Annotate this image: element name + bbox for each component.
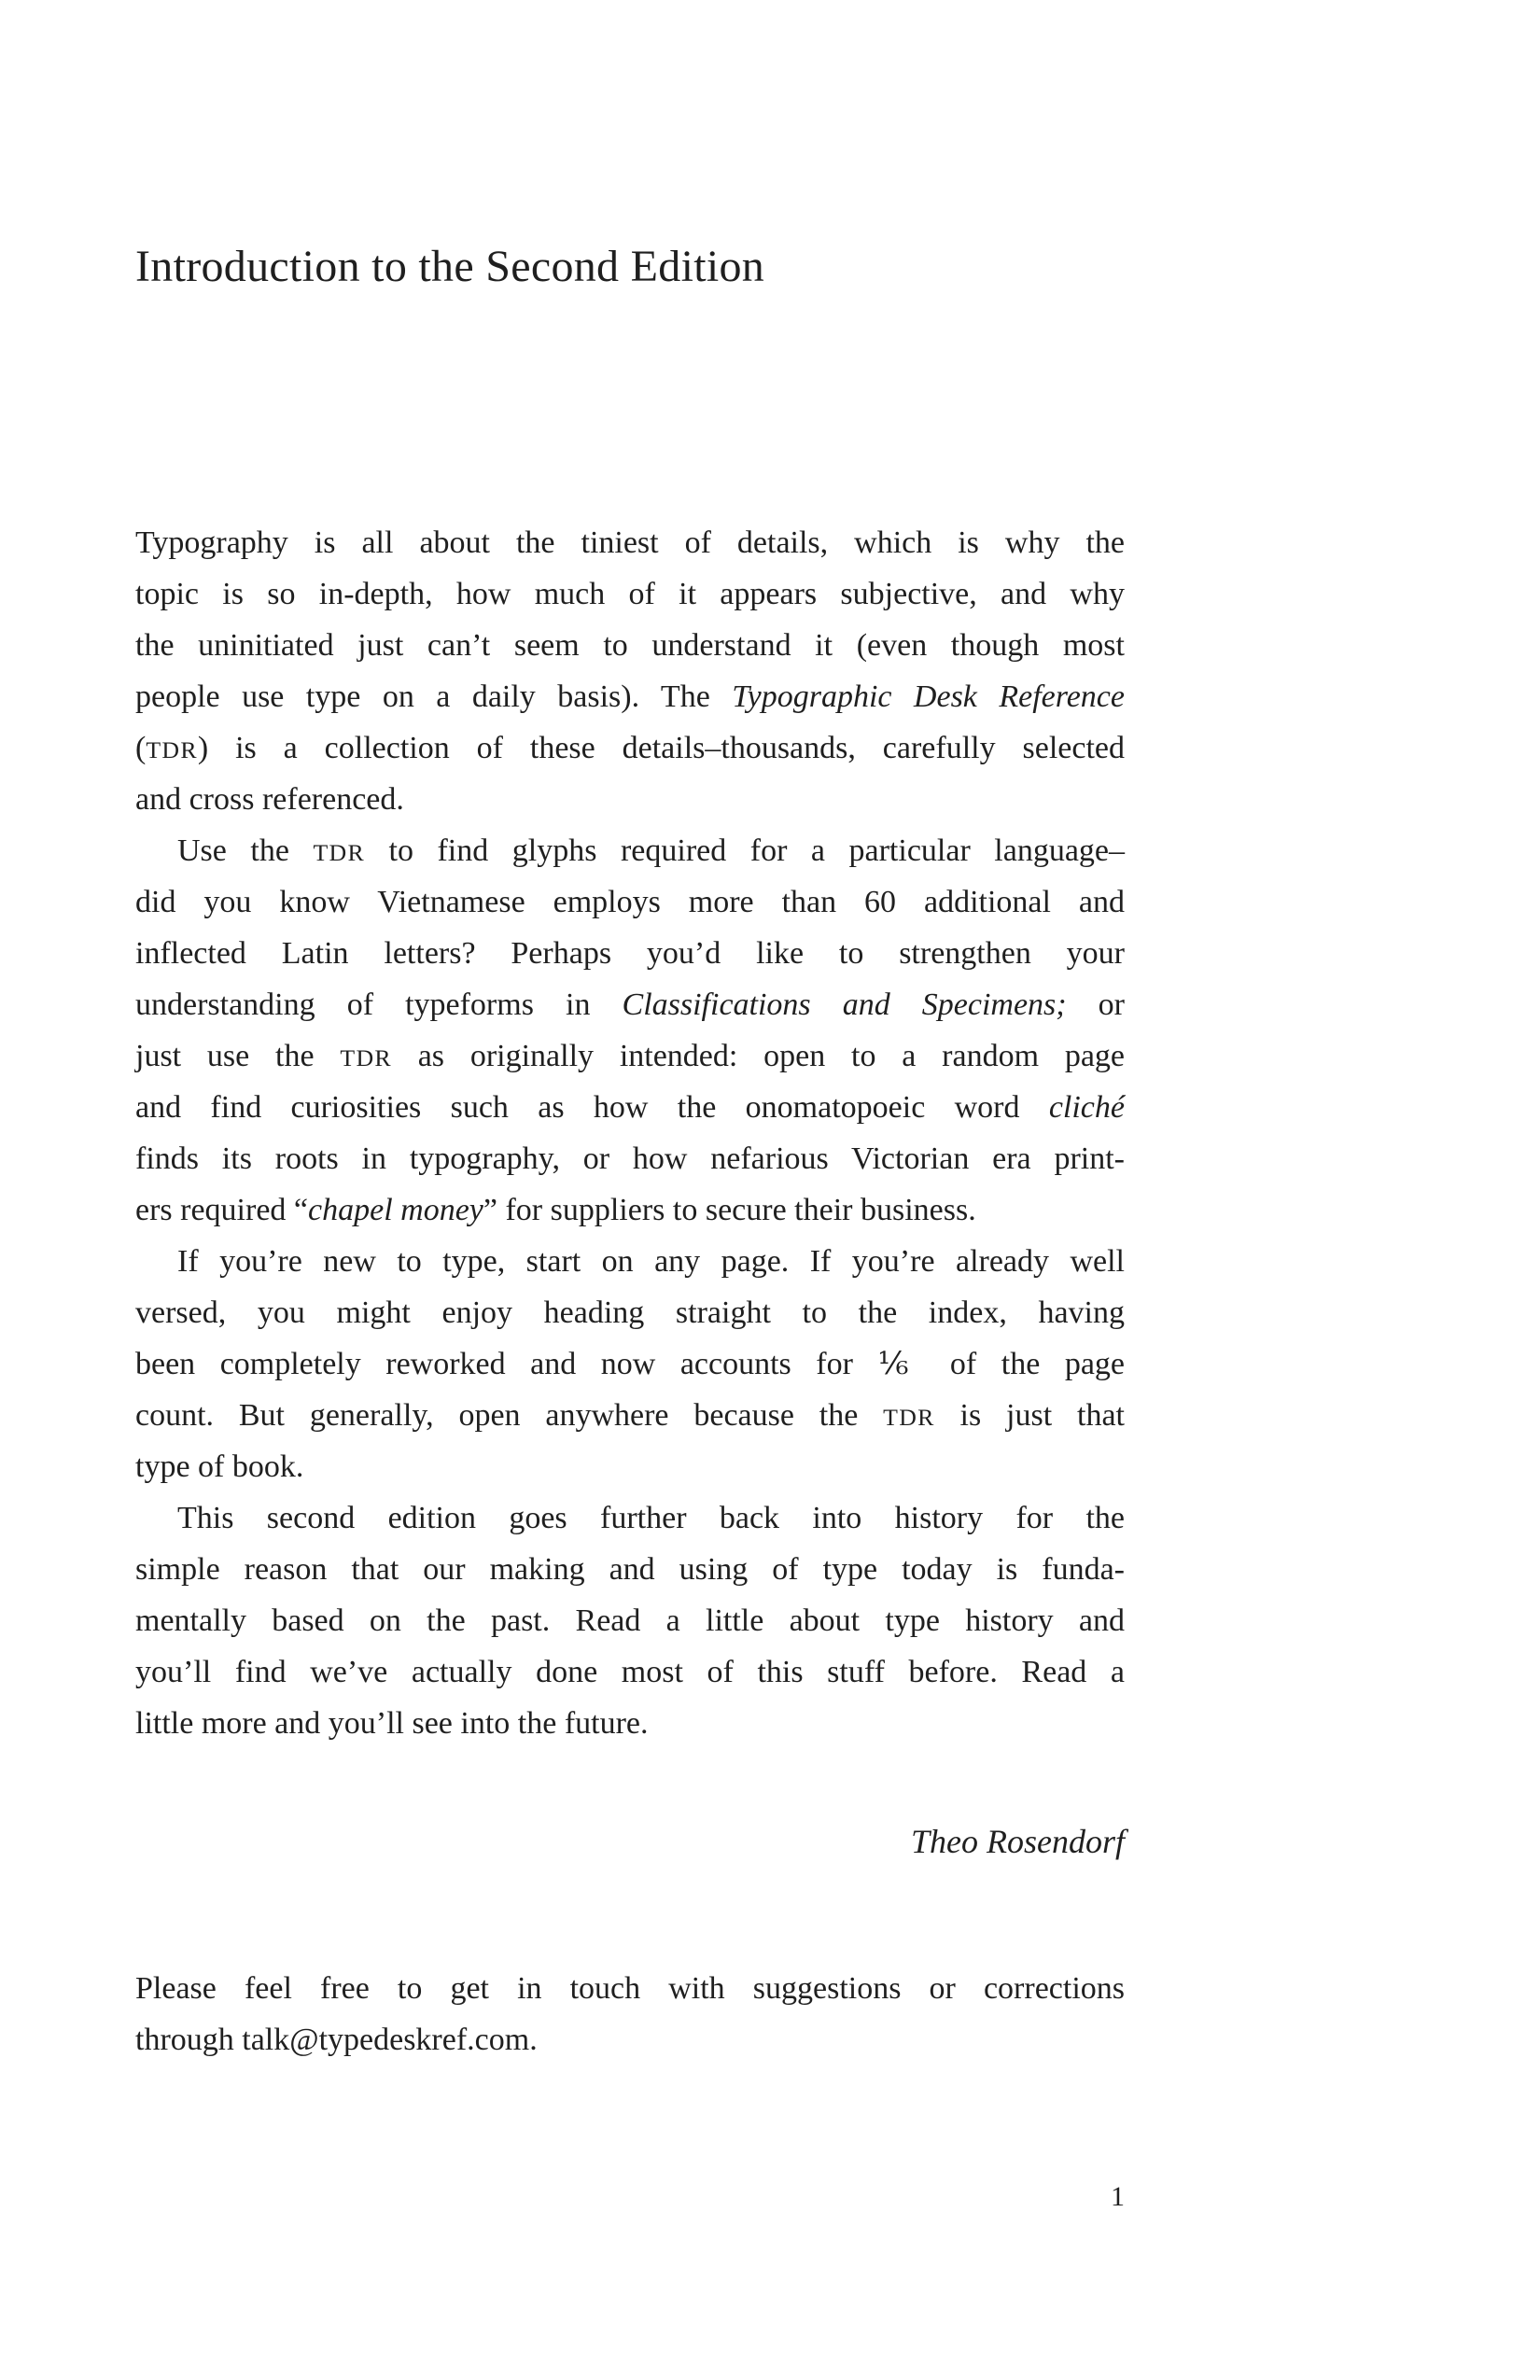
text-line [135,1595,1125,1646]
text-segment: TDR [313,839,365,866]
text-segment: and find curiosities such as how the onomatopoeic word [135,1090,1049,1125]
text-segment: type of book. [135,1449,304,1484]
text-line [135,1390,1125,1441]
text-segment: to find glyphs required for a particular language– [365,833,1125,868]
text-line [135,1646,1125,1698]
text-segment: you’ll find we’ve actually done most of this stuff before. Read a [135,1655,1125,1689]
text-segment: people use type on a daily basis). The [135,679,733,714]
text-segment: Typography is all about the tiniest of details, which is why the [135,525,1125,560]
page-title: Introduction to the Second Edition [135,242,765,291]
text-line [135,1441,1125,1492]
text-line [135,928,1125,979]
text-line [135,1184,1125,1236]
text-segment: inflected Latin letters? Perhaps you’d like to strengthen your [135,936,1125,971]
text-segment: been completely reworked and now accounts for ⅙ of the page [135,1347,1125,1381]
text-segment: count. But generally, open anywhere because the [135,1398,884,1433]
text-segment: ) is a collection of these details–thousands, carefully selected [197,731,1125,765]
text-line [135,722,1125,774]
text-segment: Typographic Desk Reference [732,679,1125,714]
text-line [135,1338,1125,1390]
text-segment: ( [135,731,147,765]
text-line [135,517,1125,568]
text-segment: just use the [135,1039,341,1073]
text-line [135,1287,1125,1338]
text-line [135,568,1125,620]
text-segment: is just that [934,1398,1125,1433]
text-line [135,1030,1125,1082]
text-line [135,1082,1125,1133]
text-segment: and cross referenced. [135,782,404,817]
text-line [135,979,1125,1030]
text-segment: little more and you’ll see into the future. [135,1706,649,1741]
text-line [135,2014,1125,2065]
text-segment: chapel money [308,1193,483,1227]
text-segment: simple reason that our making and using of type today is funda- [135,1552,1125,1587]
text-line [135,1963,1125,2014]
text-segment: Classifications and Specimens; [622,987,1067,1022]
text-segment: ” for suppliers to secure their business. [483,1193,976,1227]
text-segment: topic is so in-depth, how much of it appears subjective, and why [135,577,1125,611]
text-segment: finds its roots in typography, or how nefarious Victorian era print- [135,1141,1125,1176]
text-segment: or [1066,987,1125,1022]
text-line [135,1133,1125,1184]
text-segment: understanding of typeforms in [135,987,623,1022]
text-line [135,774,1125,825]
text-segment: If you’re new to type, start on any page. If you’re already well [177,1244,1125,1279]
text-segment: TDR [883,1404,935,1431]
page-number: 1 [1111,2181,1125,2212]
text-segment: Please feel free to get in touch with suggestions or corrections [135,1971,1125,2006]
text-segment: This second edition goes further back into history for the [177,1501,1125,1535]
text-segment: versed, you might enjoy heading straight to the index, having [135,1295,1125,1330]
text-line [135,620,1125,671]
text-segment: TDR [340,1044,392,1071]
text-line [135,1236,1125,1287]
text-segment: ers required “ [135,1193,309,1227]
text-segment: mentally based on the past. Read a little about type history and [135,1603,1125,1638]
text-line [135,876,1125,928]
text-line [135,1544,1125,1595]
text-line [135,671,1125,722]
text-segment: cliché [1048,1090,1125,1125]
text-line [135,1698,1125,1749]
contact-note [135,1963,1125,2065]
text-segment: did you know Vietnamese employs more than 60 additional and [135,885,1125,919]
text-segment: Use the [177,833,314,868]
text-line [135,825,1125,876]
text-line [135,1492,1125,1544]
text-segment: the uninitiated just can’t seem to understand it (even though most [135,628,1125,663]
text-segment: as originally intended: open to a random page [391,1039,1125,1073]
author-signature: Theo Rosendorf [911,1823,1125,1860]
text-segment: through talk@typedeskref.com. [135,2023,538,2057]
body-text [135,517,1125,1749]
text-segment: TDR [146,736,198,763]
